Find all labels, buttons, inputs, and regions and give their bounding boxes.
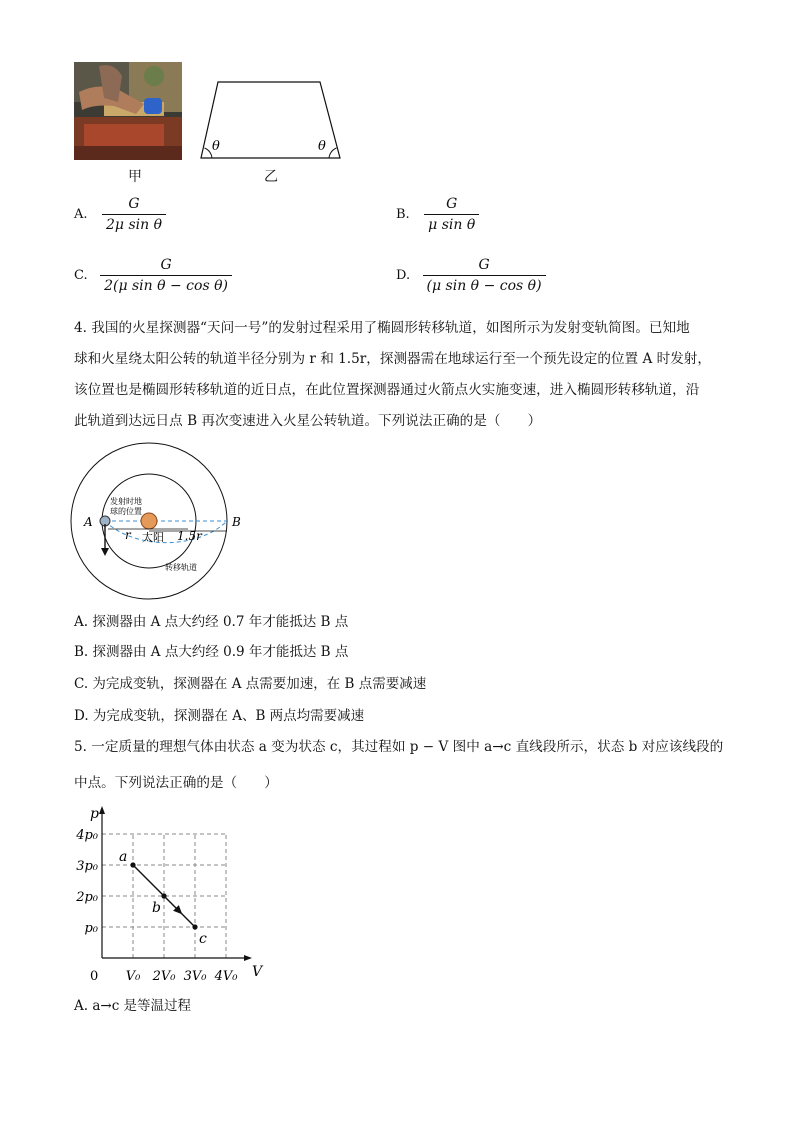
y-tick-label: 2p₀ bbox=[76, 890, 98, 905]
denominator: μ sin θ bbox=[424, 214, 479, 233]
state-point-c bbox=[192, 924, 197, 929]
launch-note-1: 发射时地 bbox=[110, 497, 142, 506]
numerator: G bbox=[160, 257, 172, 273]
label-point-b: B bbox=[232, 515, 241, 529]
q4-text-line-4: 此轨道到达远日点 B 再次变速进入火星公转轨道。下列说法正确的是（ ） bbox=[74, 413, 542, 429]
q5-text-line-1: 5. 一定质量的理想气体由状态 a 变为状态 c，其过程如 p − V 图中 a→c 直线段所示，状态 b 对应该线段的 bbox=[74, 739, 724, 755]
r-label: r bbox=[125, 528, 131, 542]
q4-text-line-1: 4. 我国的火星探测器“天问一号”的发射过程采用了椭圆形转移轨道，如图所示为发射变轨简图。已知地 bbox=[74, 320, 690, 336]
option-label: A. bbox=[74, 207, 88, 222]
r15-label: 1.5r bbox=[177, 529, 202, 543]
orbit-diagram bbox=[70, 440, 250, 604]
photo-jia-drawing bbox=[74, 62, 182, 160]
y-axis-label: p bbox=[90, 806, 99, 822]
q4-text-line-3: 该位置也是椭圆形转移轨道的近日点，在此位置探测器通过火箭点火实施变速，进入椭圆形转移轨道，沿 bbox=[74, 382, 700, 398]
x-axis-arrow bbox=[244, 955, 252, 961]
option-label: D. bbox=[396, 268, 411, 283]
x-axis-label: V bbox=[252, 964, 263, 980]
label-point-a: A bbox=[84, 515, 93, 529]
y-tick-label: 3p₀ bbox=[76, 859, 98, 874]
q3-option-c[interactable] bbox=[74, 257, 232, 294]
q5-option-a[interactable]: A. a→c 是等温过程 bbox=[74, 998, 192, 1014]
origin-label: 0 bbox=[90, 969, 99, 984]
state-label-b: b bbox=[152, 900, 161, 916]
option-label: C. bbox=[74, 268, 88, 283]
figure-label-jia: 甲 bbox=[128, 169, 142, 185]
x-tick-label: 4V₀ bbox=[214, 969, 238, 984]
theta-right: θ bbox=[318, 139, 326, 154]
launch-note-2: 球的位置 bbox=[110, 507, 142, 516]
state-label-c: c bbox=[199, 931, 207, 947]
q4-option-a[interactable]: A. 探测器由 A 点大约经 0.7 年才能抵达 B 点 bbox=[74, 614, 349, 630]
pv-chart bbox=[72, 798, 272, 992]
q4-option-b[interactable]: B. 探测器由 A 点大约经 0.9 年才能抵达 B 点 bbox=[74, 644, 349, 660]
velocity-arrowhead bbox=[101, 548, 109, 556]
transfer-orbit bbox=[105, 521, 227, 543]
fraction bbox=[424, 196, 479, 233]
photo-jia bbox=[74, 62, 182, 160]
q3-option-b[interactable] bbox=[396, 196, 479, 233]
transfer-orbit-label: 转移轨道 bbox=[165, 563, 197, 572]
numerator: G bbox=[128, 196, 140, 212]
state-label-a: a bbox=[119, 849, 128, 865]
x-tick-label: 3V₀ bbox=[183, 969, 207, 984]
numerator: G bbox=[478, 257, 490, 273]
y-tick-label: 4p₀ bbox=[76, 828, 98, 843]
pv-chart-svg bbox=[72, 798, 272, 988]
q4-option-c[interactable]: C. 为完成变轨，探测器在 A 点需要加速，在 B 点需要减速 bbox=[74, 676, 427, 692]
state-point-a bbox=[130, 862, 135, 867]
denominator: 2(μ sin θ − cos θ) bbox=[100, 275, 232, 294]
q4-option-d[interactable]: D. 为完成变轨，探测器在 A、B 两点均需要减速 bbox=[74, 708, 365, 724]
denominator: 2μ sin θ bbox=[102, 214, 166, 233]
sun bbox=[141, 513, 157, 529]
figure-label-yi: 乙 bbox=[264, 169, 278, 185]
trapezoid-figure bbox=[198, 78, 344, 166]
angle-arc-left bbox=[205, 148, 213, 158]
q3-option-a[interactable] bbox=[74, 196, 166, 233]
y-axis-arrow bbox=[99, 806, 105, 814]
state-point-b bbox=[161, 893, 166, 898]
q3-option-d[interactable] bbox=[396, 257, 546, 294]
fraction bbox=[423, 257, 546, 294]
fraction bbox=[102, 196, 166, 233]
numerator: G bbox=[446, 196, 458, 212]
x-tick-label: V₀ bbox=[125, 969, 141, 984]
y-tick-label: p₀ bbox=[84, 921, 98, 936]
fraction bbox=[100, 257, 232, 294]
denominator: (μ sin θ − cos θ) bbox=[423, 275, 546, 294]
x-tick-label: 2V₀ bbox=[152, 969, 176, 984]
option-label: B. bbox=[396, 207, 410, 222]
theta-left: θ bbox=[212, 139, 220, 154]
q4-text-line-2: 球和火星绕太阳公转的轨道半径分别为 r 和 1.5r，探测器需在地球运行至一个预先设定的位置 A 时发射， bbox=[74, 351, 711, 367]
q5-text-line-2: 中点。下列说法正确的是（ ） bbox=[74, 775, 278, 791]
angle-arc-right bbox=[329, 148, 337, 158]
sun-label: 太阳 bbox=[142, 531, 164, 544]
